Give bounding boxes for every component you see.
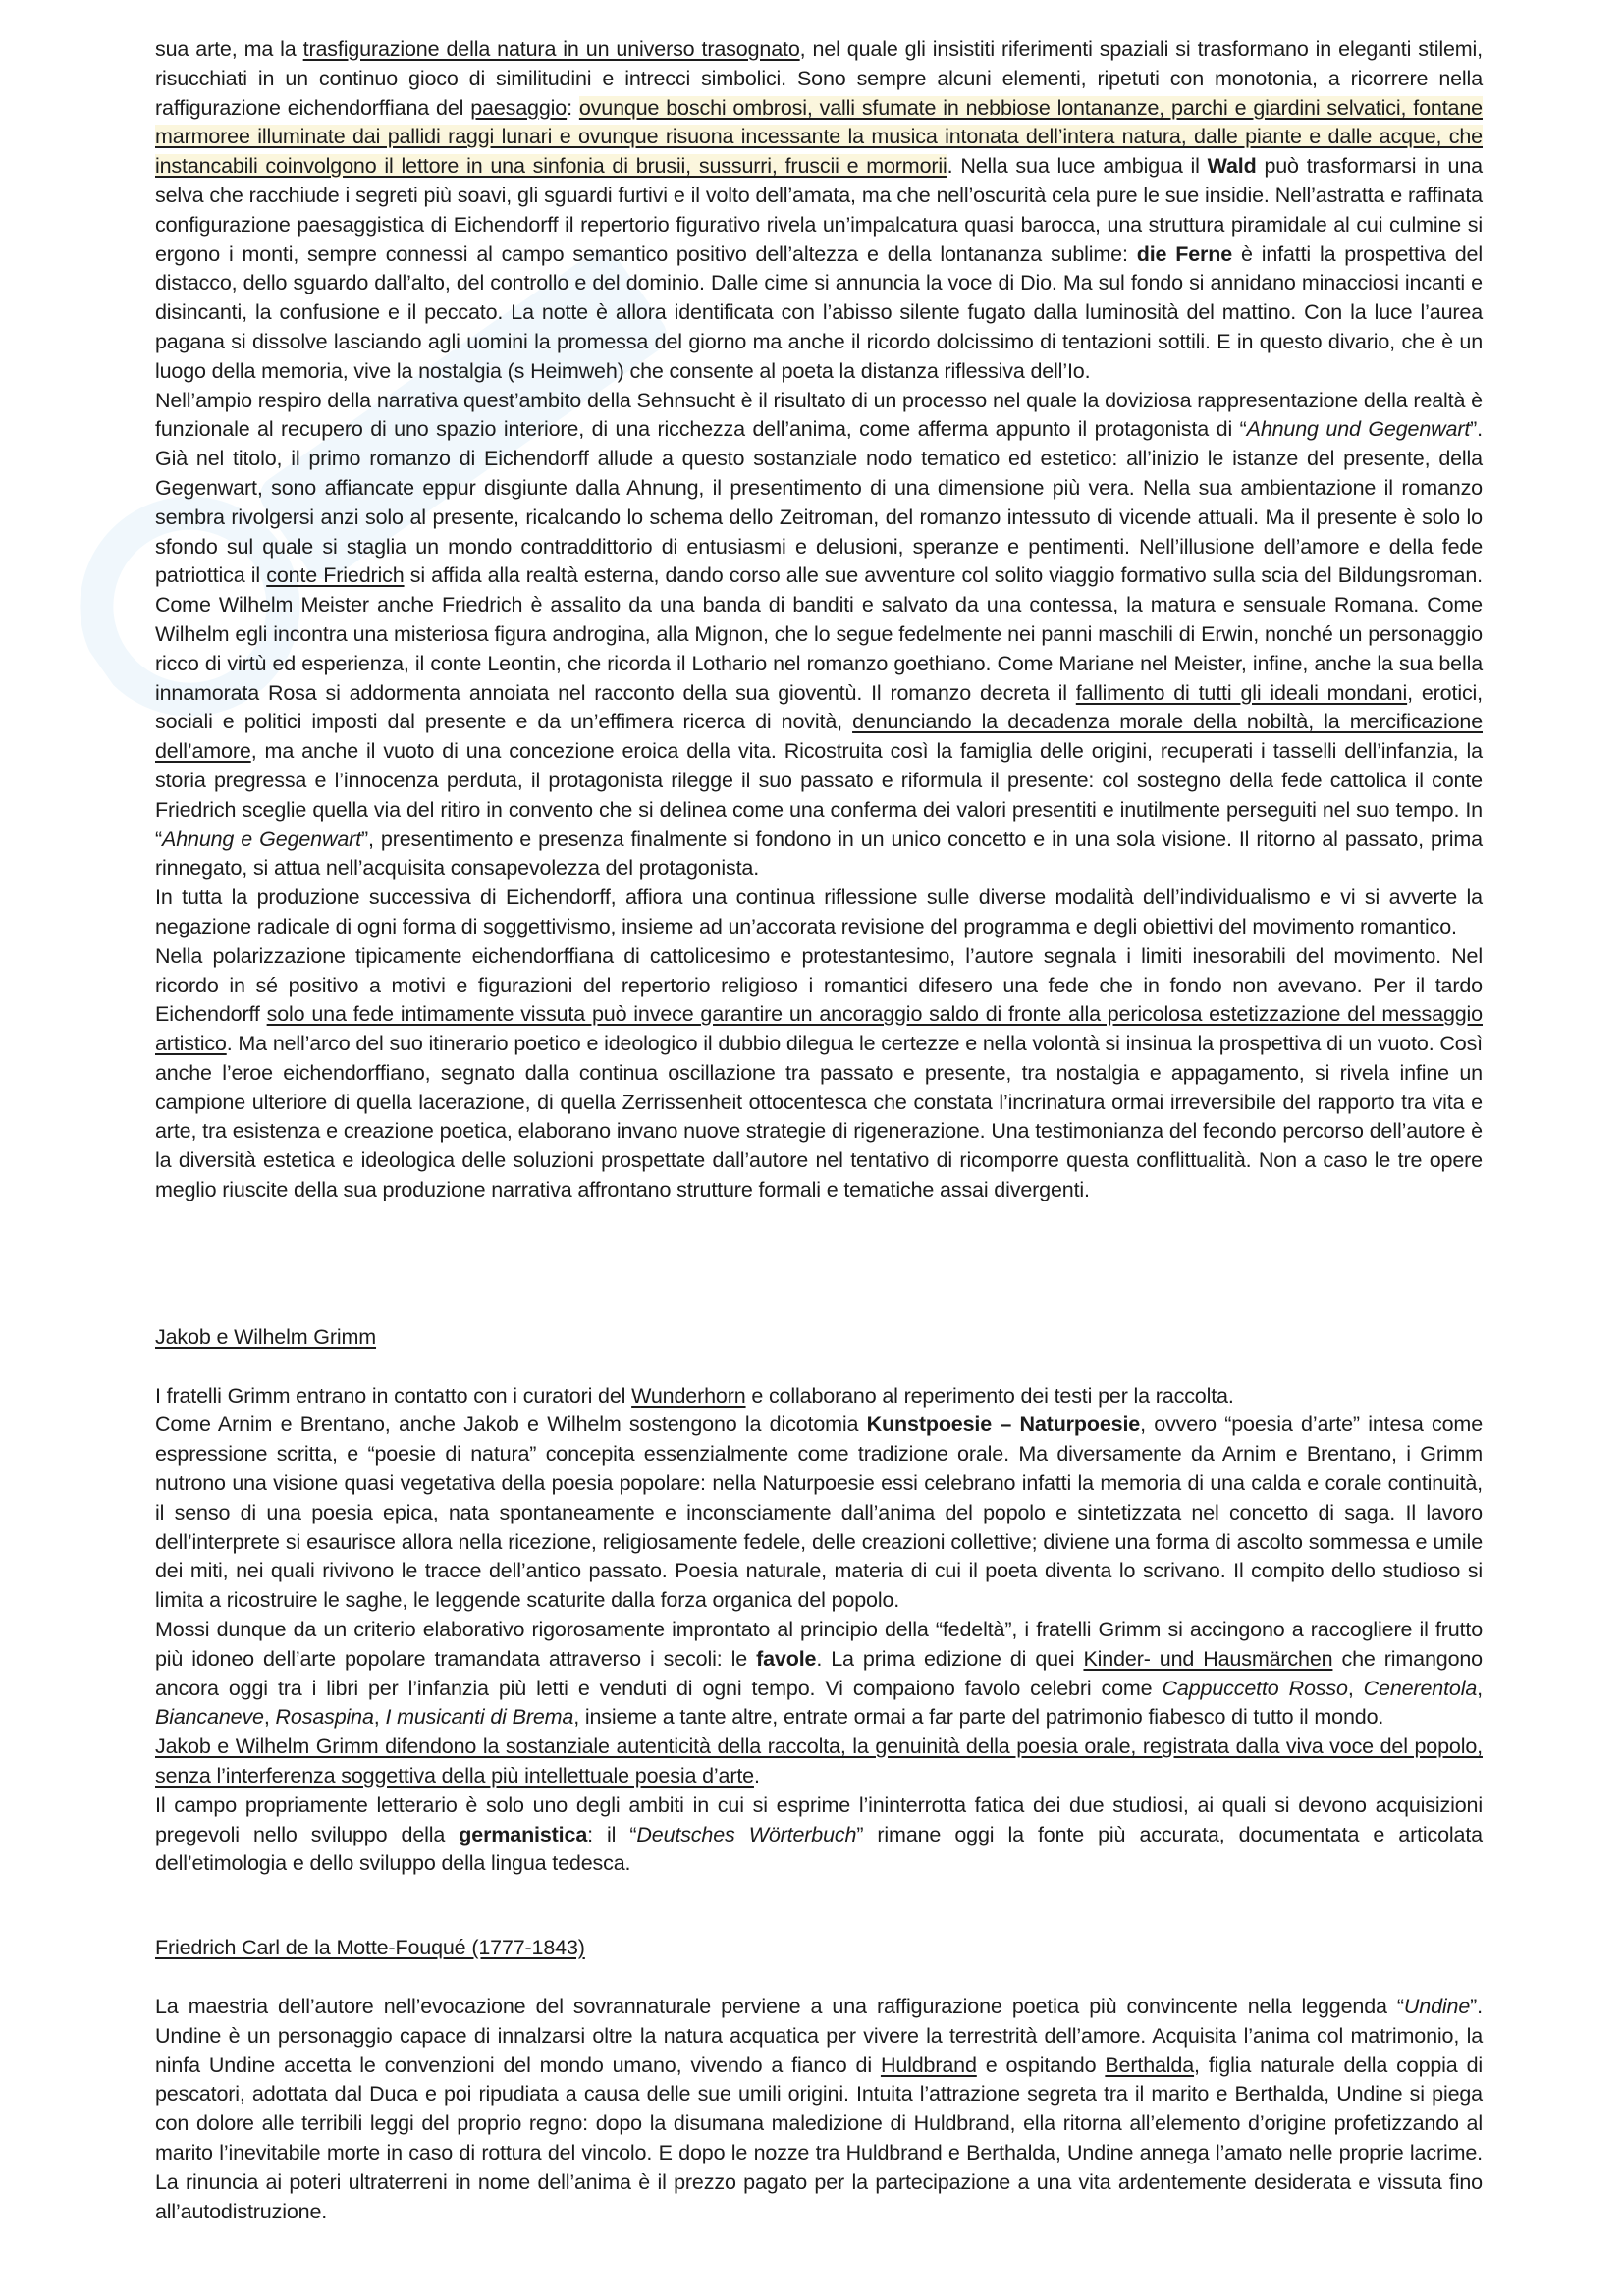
text-run: fallimento di tutti gli ideali mondani [1075,680,1408,705]
text-run: Wald [1207,154,1257,179]
paragraph [155,1993,1483,2226]
text-run: ”. Già nel titolo, il primo romanzo di Eichendorff allude a questo sostanziale nodo tematico ed estetico: all’inizio le istanze del presente, della Gegenwart, sono affiancate eppur disgiunte dalla Ahnung, il presentimento di una dimensione più vera. Nella sua ambientazione il romanzo sembra rivolgersi anzi solo al presente, ricalcando lo schema dello Zeitroman, del romanzo intessuto di vicende attuali. Ma il presente è solo lo sfondo sul quale si staglia un mondo contraddittorio di entusiasmi e delusioni, speranze e pentimenti. Nell’illusione dell’amore e della fede patriottica il [155,417,1483,588]
text-run: I fratelli Grimm entrano in contatto con i curatori del [155,1383,632,1408]
paragraph [155,1411,1483,1616]
text-run: e collaborano al reperimento dei testi per la raccolta. [745,1383,1234,1408]
text-run: , nel quale gli insistiti riferimenti spaziali si trasformano in eleganti stilemi, risucchiati in un continuo gioco di similitudini e intrecci simbolici. Sono sempre alcuni elementi, ripetuti con monotonia, a ricorrere nella raffigurazione eichendorffiana del [155,37,1483,120]
section-heading-grimm: Jakob e Wilhelm Grimm [155,1324,377,1349]
paragraph [155,1733,1483,1791]
text-run: ovunque boschi ombrosi, valli sfumate in nebbiose lontananze, parchi e giardini selvatici, fontane marmoree illuminate dai pallidi raggi lunari e ovunque risuona incessante la musica intonata dell’intera natura, dalle piante e dalle acque, che instancabili coinvolgono il lettore in una sinfonia di brusii, sussurri, fruscii e mormorii [155,95,1483,179]
text-run: Cenerentola [1363,1676,1478,1700]
text-run: si affida alla realtà esterna, dando corso alle sue avventure col solito viaggio formativo sulla scia del Bildungsroman. Come Wilhelm Meister anche Friedrich è assalito da una banda di banditi e salvato da una contessa, la matura e sensuale Romana. Come Wilhelm egli incontra una misteriosa figura androgina, alla Mignon, che lo segue fedelmente nei panni maschili di Erwin, nonché un personaggio ricco di virtù ed esperienza, il conte Leontin, che ricorda il Lothario nel romanzo goethiano. Come Mariane nel Meister, infine, anche la sua bella innamorata Rosa si addormenta annoiata nel racconto della sua gioventù. Il romanzo decreta il [155,563,1483,705]
text-run: , figlia naturale della coppia di pescatori, adottata dal Duca e poi ripudiata a causa delle sue umili origini. Intuita l’attrazione segreta tra il marito e Berthalda, Undine si piega con dolore alle terribili leggi del proprio regno: dopo la disumana maledizione di Huldbrand, ella ritorna all’elemento d’origine profetizzando al marito l’inevitabile morte in caso di rottura del vincolo. E dopo le nozze tra Huldbrand e Berthalda, Undine annega l’amato nelle proprie lacrime. La rinuncia ai poteri ultraterreni in nome dell’anima è il prezzo pagato per la partecipazione a una vita ardentemente desiderata e vissuta fino all’autodistruzione. [155,2053,1484,2223]
text-run: Jakob e Wilhelm Grimm difendono la sostanziale autenticità della raccolta, la genuinità della poesia orale, registrata dalla viva voce del popolo, senza l’interferenza soggettiva della più intellettuale poesia d’arte [155,1735,1483,1789]
text-run: Rosaspina [275,1705,374,1730]
text-run: die Ferne [1136,241,1233,266]
text-run: ”. Undine è un personaggio capace di innalzarsi oltre la natura acquatica per vivere la terrestrità dell’amore. Acquisita l’anima col matrimonio, la ninfa Undine accetta le convenzioni del mondo umano, vivendo a fianco di [155,1995,1483,2077]
text-run: , [373,1705,386,1730]
text-run: Ahnung und Gegenwart [1246,417,1471,442]
text-run: : [567,95,579,120]
text-run: Berthalda [1105,2053,1195,2077]
text-run: Huldbrand [880,2053,977,2077]
text-run: Mossi dunque da un criterio elaborativo rigorosamente improntato al principio della “fedeltà”, i fratelli Grimm si accingono a raccogliere il frutto più idoneo dell’arte popolare tramandata attraverso i secoli: le [155,1618,1483,1671]
text-run: è infatti la prospettiva del distacco, dello sguardo dall’alto, del controllo e del dominio. Dalle cime si annuncia la voce di Dio. Ma sul fondo si annidano minacciosi incanti e disincanti, la confusione e il peccato. La notte è allora identificata con l’abisso silente fugato dalla luminosità del mattino. Con la luce l’aurea pagana si dissolve lasciando agli uomini la promessa del giorno ma anche il ricordo dolcissimo di tentazioni sottili. E in questo divario, che è un luogo della memoria, vive la nostalgia (s Heimweh) che consente al poeta la distanza riflessiva dell’Io. [155,241,1483,383]
text-run: . [753,1764,760,1789]
text-run: , [1347,1676,1364,1700]
paragraph [155,1791,1483,1879]
paragraph [155,35,1483,387]
text-run: , erotici, sociali e politici imposti dal presente e da un’effimera ricerca di novità, [155,680,1483,734]
text-run: sua arte, ma la [155,37,303,61]
text-run: Deutsches Wörterbuch [636,1822,857,1846]
text-run: . Nella sua luce ambigua il [947,154,1208,179]
text-run: conte Friedrich [266,563,405,588]
text-run: . Ma nell’arco del suo itinerario poetico e ideologico il dubbio dilegua le certezze e nella volontà si insinua la prospettiva di un vuoto. Così anche l’eroe eichendorffiano, segnato dalla continua oscillazione tra passato e presente, tra nostalgia e appagamento, si rivela infine un campione ulteriore di quella lacerazione, di quella Zerrissenheit ottocentesca che constata l’incrinatura ormai irreversibile del rapporto tra vita e arte, tra esistenza e creazione poetica, elaborano invano nuove strategie di rigenerazione. Una testimonianza del fecondo percorso dell’autore è la diversità estetica e ideologica delle soluzioni prospettate dall’autore nel tentativo di ricomporre questa conflittualità. Non a caso le tre opere meglio riuscite della sua produzione narrativa affrontano strutture formali e tematiche assai divergenti. [155,1032,1483,1202]
text-run: Nella polarizzazione tipicamente eichendorffiana di cattolicesimo e protestantesimo, l’autore segnala i limiti inesorabili del movimento. Nel ricordo in sé positivo a motivi e figurazioni del repertorio religioso i romantici difesero una fede che in fondo non avevano. Per il tardo Eichendorff [155,943,1483,1027]
text-run: In tutta la produzione successiva di Eichendorff, affiora una continua riflessione sulle diverse modalità dell’individualismo e vi si avverte la negazione radicale di ogni forma di soggettivismo, insieme ad un’accorata revisione del programma e degli obiettivi del movimento romantico. [155,885,1483,938]
text-run: denunciando la decadenza morale della nobiltà, la mercificazione dell’amore [155,710,1483,764]
text-run: Come Arnim e Brentano, anche Jakob e Wilhelm sostengono la dicotomia [155,1413,867,1437]
paragraph [155,942,1483,1205]
text-run: : il “ [587,1822,637,1846]
document-page [155,35,1483,2226]
text-run: Nell’ampio respiro della narrativa quest’ambito della Sehnsucht è il risultato di un processo nel quale la doviziosa rappresentazione della realtà è funzionale al recupero di uno spazio interiore, di una ricchezza dell’anima, come afferma appunto il protagonista di “ [155,388,1483,442]
text-run: , [1477,1676,1483,1700]
text-run: Undine [1403,1995,1471,2019]
text-run: Ahnung e Gegenwart [162,827,362,851]
text-run: I musicanti di Brema [385,1705,574,1730]
paragraph [155,1382,1483,1412]
text-run: Biancaneve [155,1705,264,1730]
text-run: e ospitando [976,2053,1106,2077]
text-run: può trasformarsi in una selva che racchiude i segreti più soavi, gli sguardi furtivi e il volto dell’amata, ma che nell’oscurità cela pure le sue insidie. Nell’astratta e raffinata configurazione paesaggistica di Eichendorff il repertorio figurativo rivela un’impalcatura quasi barocca, una struttura piramidale al cui culmine si ergono i monti, sempre connessi al campo semantico positivo dell’altezza e della lontananza sublime: [155,154,1483,266]
text-run: che rimangono ancora oggi tra i libri per l’infanzia più letti e venduti di ogni tempo. Vi compaiono favolo celebri come [155,1646,1483,1700]
text-run: Wunderhorn [631,1383,746,1408]
paragraph [155,1616,1483,1733]
text-run: ”, presentimento e presenza finalmente si fondono in un unico concetto e in una sola visione. Il ritorno al passato, prima rinnegato, si attua nell’acquisita consapevolezza del protagonista. [155,827,1483,881]
text-run: Il campo propriamente letterario è solo uno degli ambiti in cui si esprime l’ininterrotta fatica dei due studiosi, ai quali si devono acquisizioni pregevoli nello sviluppo della [155,1792,1483,1846]
text-run: Kunstpoesie – Naturpoesie [866,1413,1141,1437]
text-run: , ma anche il vuoto di una concezione eroica della vita. Ricostruita così la famiglia delle origini, recuperati i tasselli dell’infanzia, la storia pregressa e l’innocenza perduta, il protagonista rilegge il suo passato e riformula il presente: col sostegno della fede cattolica il conte Friedrich sceglie quella via del ritiro in convento che si delinea come una conferma dei valori presentiti e inutilmente perseguiti nel suo tempo. In “ [155,739,1483,851]
paragraph [155,883,1483,942]
text-run: , ovvero “poesia d’arte” intesa come espressione scritta, e “poesie di natura” concepita essenzialmente come tradizione orale. Ma diversamente da Arnim e Brentano, i Grimm nutrono una visione quasi vegetativa della poesia popolare: nella Naturpoesie essi celebrano infatti la memoria di una calda e corale continuità, il senso di una poesia epica, nata spontaneamente e inconsciamente dall’anima del popolo e sintetizzata nel concetto di saga. Il lavoro dell’interprete si esaurisce allora nella ricezione, religiosamente fedele, delle creazioni collettive; diviene una forma di ascolto sommessa e umile dei miti, nei quali rivivono le tracce dell’antico passato. Poesia naturale, materia di cui il poeta diventa lo scrivano. Il compito dello studioso si limita a ricostruire le saghe, le leggende scaturite dalla forza organica del popolo. [155,1413,1483,1613]
text-run: , insieme a tante altre, entrate ormai a far parte del patrimonio fiabesco di tutto il mondo. [573,1705,1384,1730]
text-run: , [263,1705,276,1730]
text-run: germanistica [459,1822,588,1846]
section-heading-fouque: Friedrich Carl de la Motte-Fouqué (1777-1843) [155,1936,585,1960]
text-run: La maestria dell’autore nell’evocazione del sovrannaturale perviene a una raffigurazione poetica più convincente nella leggenda “ [155,1995,1404,2019]
text-run: paesaggio [470,95,568,120]
text-run: Cappuccetto Rosso [1162,1676,1348,1700]
paragraph [155,387,1483,884]
text-run: solo una fede intimamente vissuta può invece garantire un ancoraggio saldo di fronte alla pericolosa estetizzazione del messaggio artistico [155,1002,1483,1056]
text-run: favole [756,1646,817,1671]
text-run: Kinder- und Hausmärchen [1083,1646,1333,1671]
text-run: ” rimane oggi la fonte più accurata, documentata e articolata dell’etimologia e dello sviluppo della lingua tedesca. [155,1822,1483,1876]
text-run: trasfigurazione della natura in un universo trasognato [302,37,800,61]
text-run: . La prima edizione di quei [816,1646,1084,1671]
